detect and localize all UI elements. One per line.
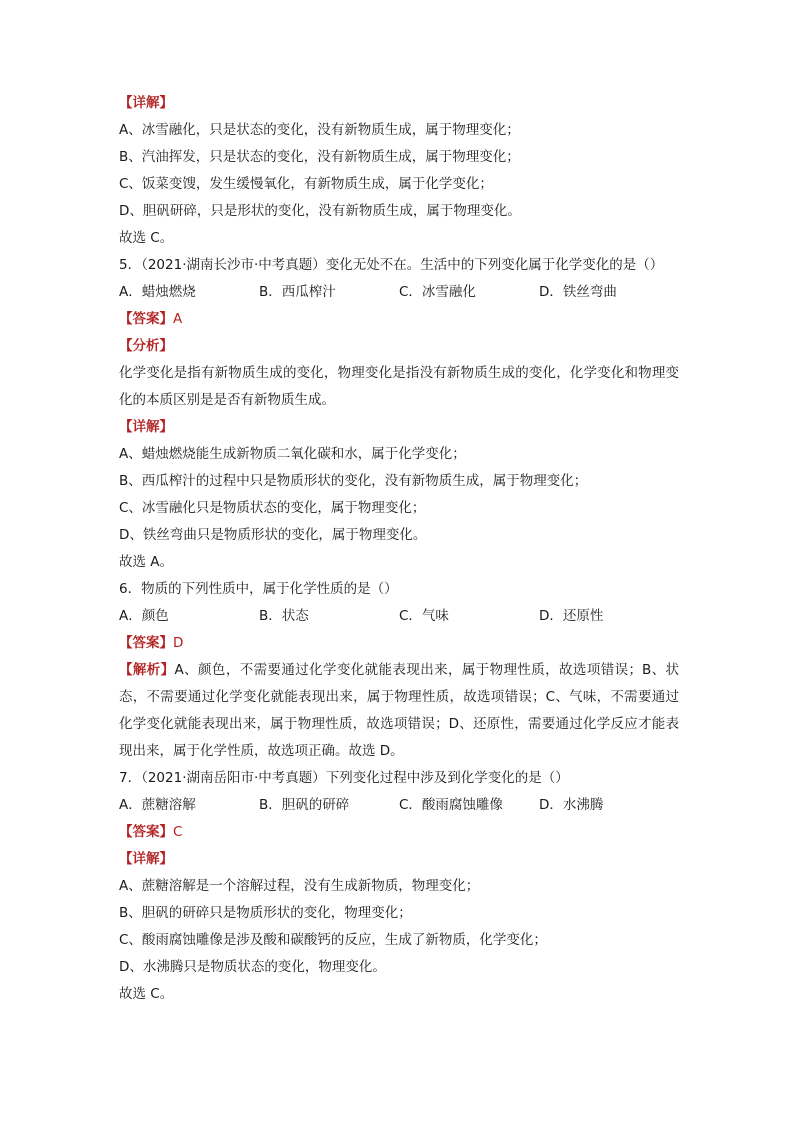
q5-options	[119, 279, 679, 306]
q7-options	[119, 792, 679, 819]
q7-detail-tag: 【详解】	[119, 851, 173, 867]
q7-detail-b: B、胆矾的研碎只是物质形状的变化，物理变化；	[119, 905, 412, 921]
q7-option-b: B．胆矾的研碎	[259, 797, 350, 813]
q6-option-c: C．气味	[399, 608, 449, 624]
q5-question: 5．（2021·湖南长沙市·中考真题）变化无处不在。生活中的下列变化属于化学变化的是（）	[119, 257, 664, 273]
q6-options	[119, 603, 679, 630]
q5-detail-c: C、冰雪融化只是物质状态的变化，属于物理变化；	[119, 500, 426, 516]
q5-answer-value: A	[173, 311, 183, 327]
q5-answer	[119, 306, 679, 333]
q7-conclusion: 故选 C。	[119, 986, 174, 1002]
q5-option-c: C．冰雪融化	[399, 284, 476, 300]
q6-option-b: B．状态	[259, 608, 309, 624]
q5-option-d: D．铁丝弯曲	[539, 284, 617, 300]
q7-answer	[119, 819, 679, 846]
q7-option-c: C．酸雨腐蚀雕像	[399, 797, 503, 813]
q5-answer-tag: 【答案】	[119, 311, 173, 327]
q7-answer-tag: 【答案】	[119, 824, 173, 840]
q4-detail-c: C、饭菜变馊，发生缓慢氧化，有新物质生成，属于化学变化；	[119, 176, 493, 192]
q6-option-d: D．还原性	[539, 608, 604, 624]
q7-detail-d: D、水沸腾只是物质状态的变化，物理变化。	[119, 959, 386, 975]
q6-answer-tag: 【答案】	[119, 635, 173, 651]
q7-option-a: A．蔗糖溶解	[119, 797, 196, 813]
q4-detail-b: B、汽油挥发，只是状态的变化，没有新物质生成，属于物理变化；	[119, 149, 520, 165]
q4-detail-a: A、冰雪融化，只是状态的变化，没有新物质生成，属于物理变化；	[119, 122, 520, 138]
q7-option-d: D．水沸腾	[539, 797, 604, 813]
q7-detail-c: C、酸雨腐蚀雕像是涉及酸和碳酸钙的反应，生成了新物质，化学变化；	[119, 932, 547, 948]
q7-detail-a: A、蔗糖溶解是一个溶解过程，没有生成新物质，物理变化；	[119, 878, 480, 894]
q4-detail-d: D、胆矾研碎，只是形状的变化，没有新物质生成，属于物理变化。	[119, 203, 521, 219]
q6-analysis	[119, 657, 679, 765]
page-content	[119, 90, 679, 1008]
q6-answer	[119, 630, 679, 657]
q5-detail-b: B、西瓜榨汁的过程中只是物质形状的变化，没有新物质生成，属于物理变化；	[119, 473, 588, 489]
q5-detail-tag: 【详解】	[119, 419, 173, 435]
q5-analysis-tag: 【分析】	[119, 338, 173, 354]
q5-detail-a: A、蜡烛燃烧能生成新物质二氧化碳和水，属于化学变化；	[119, 446, 466, 462]
q5-analysis-text: 化学变化是指有新物质生成的变化，物理变化是指没有新物质生成的变化，化学变化和物理变化的本质区别是是否有新物质生成。	[119, 365, 679, 408]
q6-analysis-text: A、颜色，不需要通过化学变化就能表现出来，属于物理性质，故选项错误；B、状态，不需要通过化学变化就能表现出来，属于物理性质，故选项错误；C、气味，不需要通过化学变化就能表现出来，属于物理性质，故选项错误；D、还原性，需要通过化学反应才能表现出来，属于化学性质，故选项正确。故选 D。	[119, 662, 680, 759]
q6-analysis-tag: 【解析】	[119, 662, 175, 678]
q7-answer-value: C	[173, 824, 183, 840]
q6-question: 6．物质的下列性质中，属于化学性质的是（）	[119, 581, 398, 597]
q6-option-a: A．颜色	[119, 608, 169, 624]
q6-answer-value: D	[173, 635, 184, 651]
q4-conclusion: 故选 C。	[119, 230, 174, 246]
q5-detail-d: D、铁丝弯曲只是物质形状的变化，属于物理变化。	[119, 527, 427, 543]
q5-conclusion: 故选 A。	[119, 554, 174, 570]
q5-option-a: A．蜡烛燃烧	[119, 284, 196, 300]
q5-option-b: B．西瓜榨汁	[259, 284, 336, 300]
q7-question: 7．（2021·湖南岳阳市·中考真题）下列变化过程中涉及到化学变化的是（）	[119, 770, 569, 786]
q4-detail-tag: 【详解】	[119, 95, 173, 111]
